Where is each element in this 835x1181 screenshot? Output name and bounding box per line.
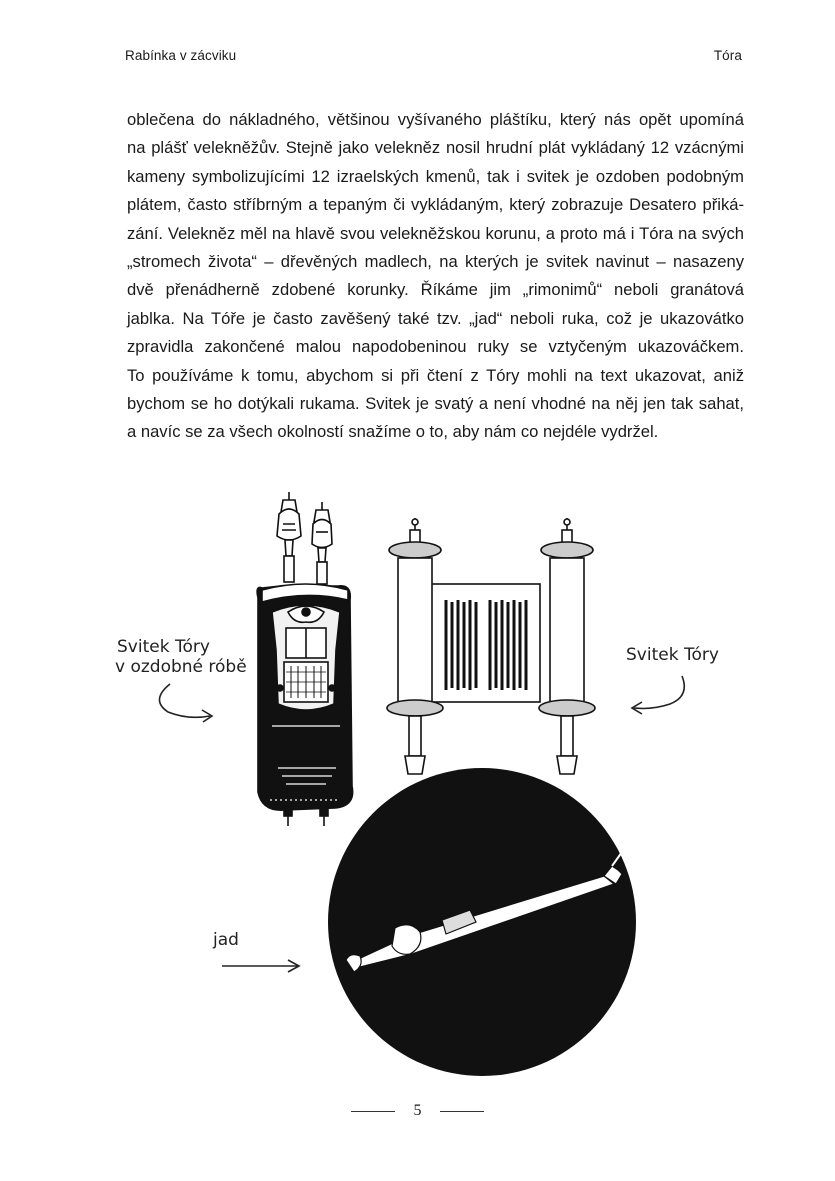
label-open-scroll <box>626 645 719 714</box>
text-line: zpravidla zakončené malou napodobeninou ruky se vztyčeným ukazováčkem. <box>127 337 744 357</box>
text-line: „stromech života“ – dřevěných madlech, na kterých je svitek navinut – nasazeny <box>127 252 744 272</box>
svg-text:v ozdobné róbě: v ozdobné róbě <box>115 657 247 677</box>
text-line: a navíc se za všech okolností snažíme o to, aby nám co nejdéle vydržel. <box>127 422 659 442</box>
page-number: 5 <box>413 1102 422 1119</box>
jad-illustration <box>328 768 636 1076</box>
footer-rule-left <box>351 1111 395 1112</box>
text-line: plátem, často stříbrným a tepaným či vykládaným, který zobrazuje Desatero přiká- <box>127 195 744 215</box>
text-line: oblečena do nákladného, většinou vyšívaného pláštíku, který nás opět upomíná <box>127 110 744 129</box>
text-line: na plášť velekněžův. Stejně jako velekněz nosil hrudní plát vykládaný 12 vzácnými <box>127 138 744 158</box>
right-roller <box>539 518 595 774</box>
text-line: jablka. Na Tóře je často zavěšený také tzv. „jad“ neboli ruka, což je ukazovátko <box>127 308 744 328</box>
robed-torah-scroll-illustration <box>257 492 353 826</box>
svg-text:Svitek Tóry: Svitek Tóry <box>626 645 719 665</box>
left-rimon-finial <box>277 492 301 582</box>
running-head-chapter-title: Tóra <box>713 48 742 63</box>
breastplate <box>272 605 340 710</box>
label-robed-scroll <box>115 637 247 722</box>
right-rimon-finial <box>312 502 332 584</box>
svg-text:jad: jad <box>213 930 239 950</box>
running-head-book-title: Rabínka v zácviku <box>125 48 237 63</box>
text-line: To používáme k tomu, abychom si při čtení z Tóry mohli na text ukazovat, aniž <box>127 365 744 385</box>
text-line: bychom se ho dotýkali rukama. Svitek je svatý a není vhodné na něj jen tak sahat, <box>127 394 744 414</box>
text-line: zání. Velekněz měl na hlavě svou velekněžskou korunu, a proto má i Tóra na svých <box>127 223 744 243</box>
text-line: kameny symbolizujícími 12 izraelských kmenů, tak i svitek je ozdoben podobným <box>127 166 744 186</box>
open-torah-scroll-illustration <box>387 518 595 774</box>
page-footer <box>0 1102 835 1120</box>
text-line: dvě přenádherně zdobené korunky. Říkáme jim „rimonimů“ neboli granátová <box>127 280 744 300</box>
label-jad <box>212 930 299 972</box>
svg-text:Svitek Tóry: Svitek Tóry <box>117 637 210 657</box>
footer-rule-right <box>440 1111 484 1112</box>
